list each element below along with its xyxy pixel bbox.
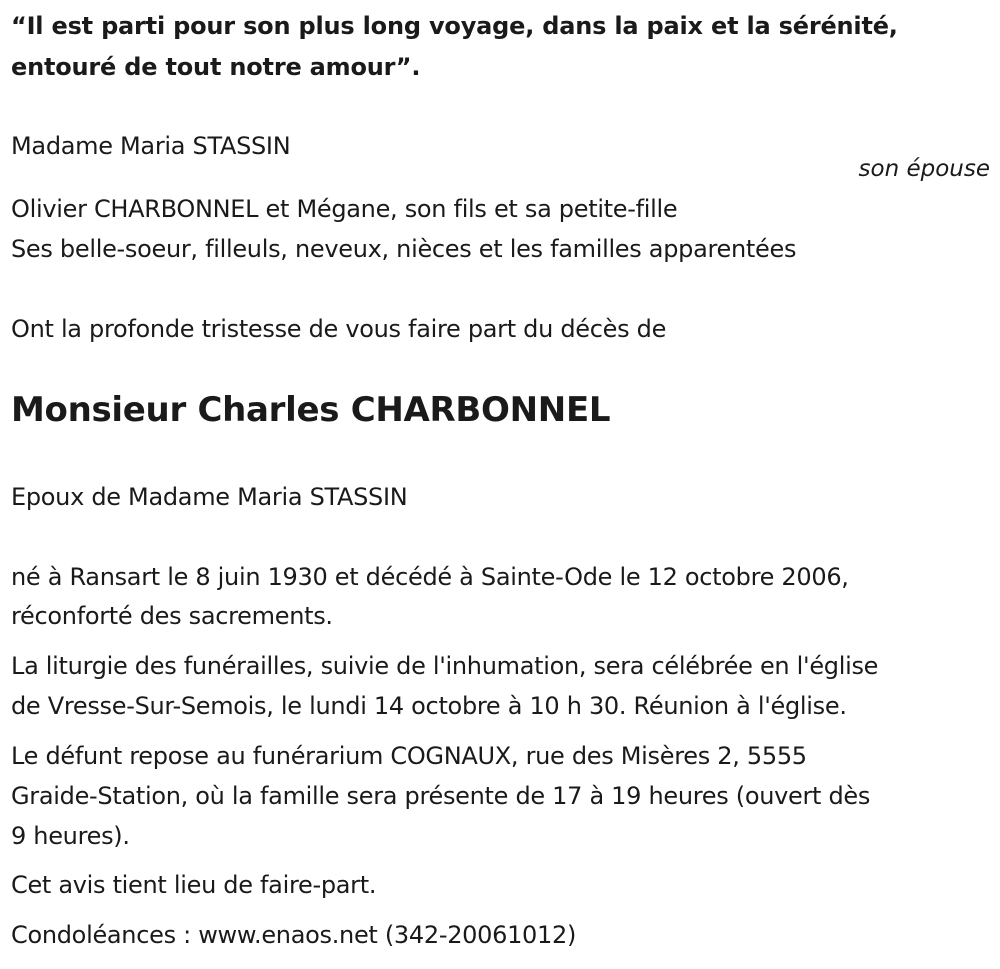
funerarium-line-2: Graide-Station, où la famille sera présente de 17 à 19 heures (ouvert dès <box>11 782 871 810</box>
deceased-name: Monsieur Charles CHARBONNEL <box>11 390 611 430</box>
birth-death-line-2: réconforté des sacrements. <box>11 602 333 630</box>
relatives-line: Ses belle-soeur, filleuls, neveux, nièces et les familles apparentées <box>11 235 797 263</box>
spouse-role: son épouse <box>858 156 990 182</box>
quote-line-1: “Il est parti pour son plus long voyage, dans la paix et la sérénité, <box>11 12 898 40</box>
notice-statement: Cet avis tient lieu de faire-part. <box>11 871 377 899</box>
liturgy-line-1: La liturgie des funérailles, suivie de l'inhumation, sera célébrée en l'église <box>11 652 879 680</box>
funerarium-line-1: Le défunt repose au funérarium COGNAUX, rue des Misères 2, 5555 <box>11 742 807 770</box>
liturgy-line-2: de Vresse-Sur-Semois, le lundi 14 octobre à 10 h 30. Réunion à l'église. <box>11 692 847 720</box>
spouse-of: Epoux de Madame Maria STASSIN <box>11 483 408 511</box>
quote-line-2: entouré de tout notre amour”. <box>11 53 421 81</box>
condolences-line: Condoléances : www.enaos.net (342-20061012) <box>11 921 577 949</box>
birth-death-line-1: né à Ransart le 8 juin 1930 et décédé à Sainte-Ode le 12 octobre 2006, <box>11 563 849 591</box>
funerarium-line-3: 9 heures). <box>11 822 130 850</box>
announcement: Ont la profonde tristesse de vous faire part du décès de <box>11 315 667 343</box>
children-line: Olivier CHARBONNEL et Mégane, son fils et sa petite-fille <box>11 195 678 223</box>
spouse-name: Madame Maria STASSIN <box>11 132 291 160</box>
